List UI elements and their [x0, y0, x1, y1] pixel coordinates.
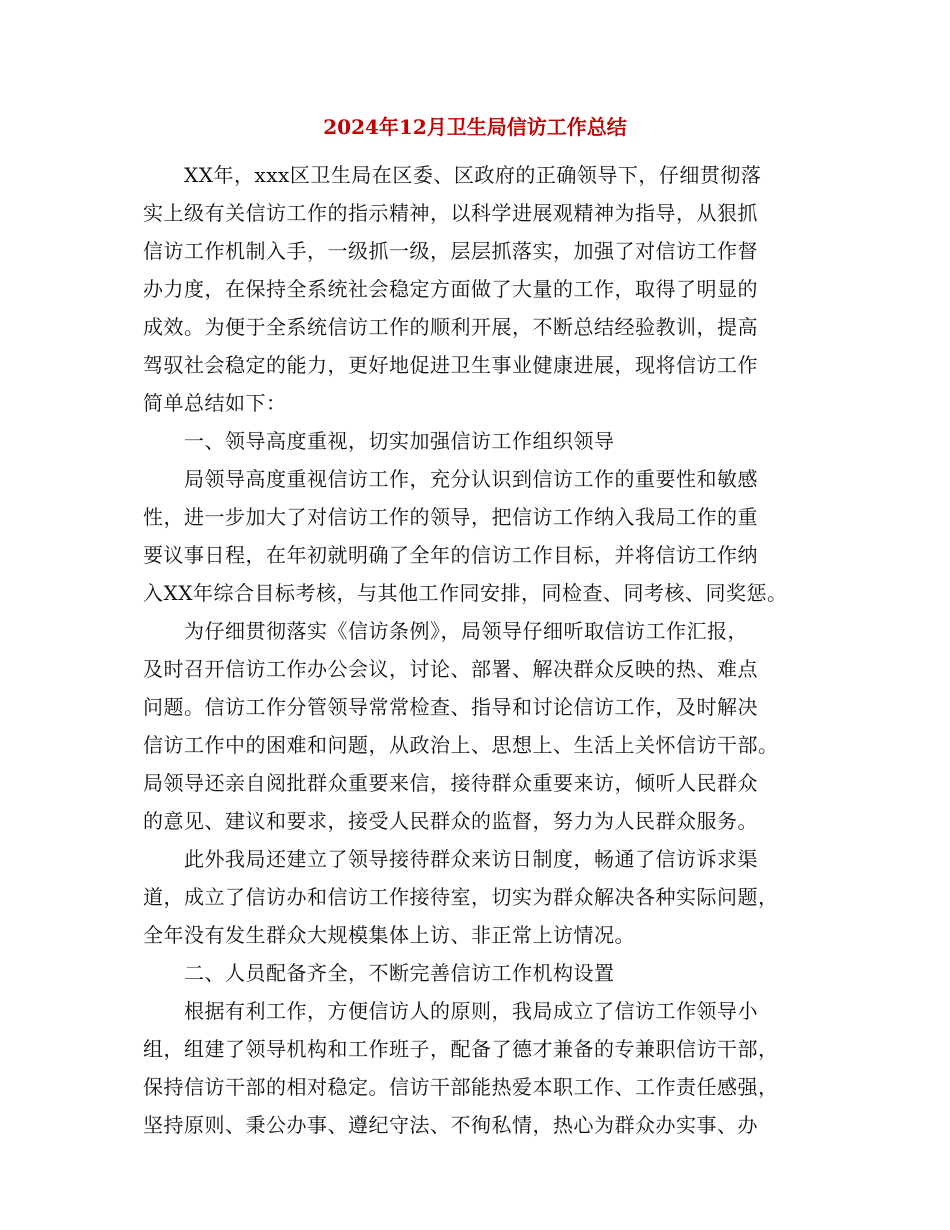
paragraph-line: 办力度，在保持全系统社会稳定方面做了大量的工作，取得了明显的 — [143, 277, 758, 301]
paragraph-line: 信访工作中的困难和问题，从政治上、思想上、生活上关怀信访干部。 — [143, 733, 779, 757]
paragraph-line: 保持信访干部的相对稳定。信访干部能热爱本职工作、工作责任感强， — [143, 1075, 779, 1099]
paragraph-line: 此外我局还建立了领导接待群众来访日制度，畅通了信访诉求渠 — [184, 847, 758, 871]
section-heading: 二、人员配备齐全，不断完善信访工作机构设置 — [184, 961, 615, 985]
paragraph-line: 坚持原则、秉公办事、遵纪守法、不徇私情，热心为群众办实事、办 — [143, 1113, 758, 1137]
paragraph-line: 驾驭社会稳定的能力，更好地促进卫生事业健康进展，现将信访工作 — [143, 353, 758, 377]
paragraph-line: 道，成立了信访办和信访工作接待室，切实为群众解决各种实际问题， — [143, 885, 779, 909]
paragraph-line: 入XX年综合目标考核，与其他工作同安排，同检查、同考核、同奖惩。 — [143, 581, 788, 605]
paragraph-line: 实上级有关信访工作的指示精神，以科学进展观精神为指导，从狠抓 — [143, 201, 758, 225]
document-title: 2024年12月卫生局信访工作总结 — [323, 115, 627, 139]
paragraph-line: 全年没有发生群众大规模集体上访、非正常上访情况。 — [143, 923, 635, 947]
paragraph-line: 简单总结如下： — [143, 391, 287, 415]
paragraph-line: 根据有利工作，方便信访人的原则，我局成立了信访工作领导小 — [184, 999, 758, 1023]
paragraph-line: 局领导还亲自阅批群众重要来信，接待群众重要来访，倾听人民群众 — [143, 771, 758, 795]
paragraph-line: 及时召开信访工作办公会议，讨论、部署、解决群众反映的热、难点 — [143, 657, 758, 681]
paragraph-line: 的意见、建议和要求，接受人民群众的监督，努力为人民群众服务。 — [143, 809, 758, 833]
paragraph-line: 要议事日程，在年初就明确了全年的信访工作目标，并将信访工作纳 — [143, 543, 758, 567]
paragraph-line: 性，进一步加大了对信访工作的领导，把信访工作纳入我局工作的重 — [143, 505, 758, 529]
paragraph-line: 问题。信访工作分管领导常常检查、指导和讨论信访工作，及时解决 — [143, 695, 758, 719]
paragraph-line: 局领导高度重视信访工作，充分认识到信访工作的重要性和敏感 — [184, 467, 758, 491]
paragraph-line: XX年，xxx区卫生局在区委、区政府的正确领导下，仔细贯彻落 — [184, 163, 762, 187]
paragraph-line: 组，组建了领导机构和工作班子，配备了德才兼备的专兼职信访干部， — [143, 1037, 779, 1061]
paragraph-line: 信访工作机制入手，一级抓一级，层层抓落实，加强了对信访工作督 — [143, 239, 758, 263]
section-heading: 一、领导高度重视，切实加强信访工作组织领导 — [184, 429, 615, 453]
paragraph-line: 为仔细贯彻落实《信访条例》，局领导仔细听取信访工作汇报， — [184, 619, 748, 643]
paragraph-line: 成效。为便于全系统信访工作的顺利开展，不断总结经验教训，提高 — [143, 315, 758, 339]
